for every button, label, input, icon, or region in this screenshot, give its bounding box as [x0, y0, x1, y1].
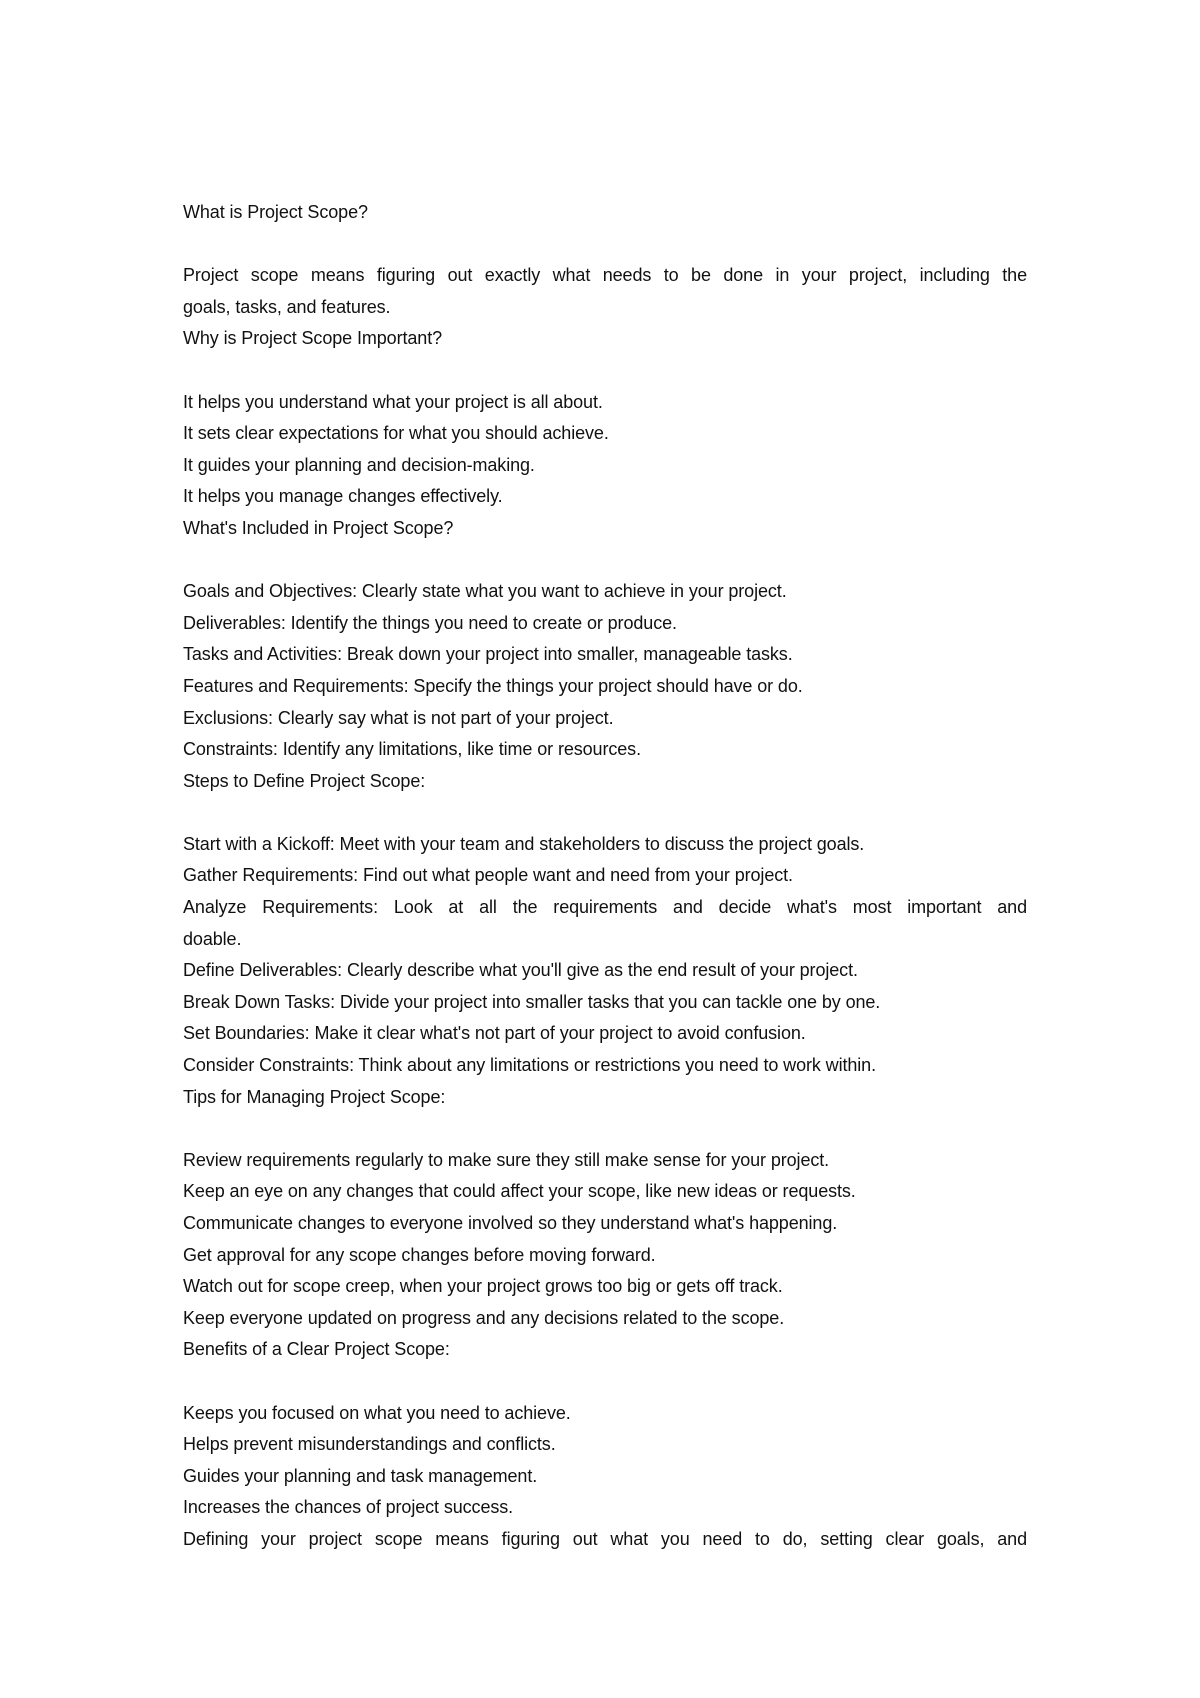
list-item: Watch out for scope creep, when your project grows too big or gets off track.	[183, 1276, 783, 1297]
list-item: Features and Requirements: Specify the things your project should have or do.	[183, 675, 803, 696]
list-item: Set Boundaries: Make it clear what's not part of your project to avoid confusion.	[183, 1023, 806, 1044]
blank-line	[183, 545, 1027, 577]
list-item: Constraints: Identify any limitations, like time or resources.	[183, 739, 641, 760]
paragraph-line: Defining your project scope means figuring out what you need to do, setting clear goals, and	[183, 1528, 1027, 1549]
list-item: It helps you manage changes effectively.	[183, 486, 503, 507]
list-item: Exclusions: Clearly say what is not part of your project.	[183, 707, 614, 728]
list-item: Define Deliverables: Clearly describe what you'll give as the end result of your project.	[183, 960, 858, 981]
list-item: Helps prevent misunderstandings and conflicts.	[183, 1434, 556, 1455]
blank-line	[183, 797, 1027, 829]
list-item: Keep an eye on any changes that could affect your scope, like new ideas or requests.	[183, 1181, 856, 1202]
heading-tips-for-managing: Tips for Managing Project Scope:	[183, 1086, 446, 1107]
list-item: Increases the chances of project success.	[183, 1497, 514, 1518]
heading-steps-to-define: Steps to Define Project Scope:	[183, 770, 426, 791]
list-item: Keeps you focused on what you need to achieve.	[183, 1402, 571, 1423]
heading-what-is-project-scope: What is Project Scope?	[183, 202, 368, 222]
heading-whats-included: What's Included in Project Scope?	[183, 517, 454, 538]
list-item: Keep everyone updated on progress and any decisions related to the scope.	[183, 1307, 785, 1328]
blank-line	[183, 229, 1027, 261]
list-item: Guides your planning and task management.	[183, 1465, 538, 1486]
list-item: Get approval for any scope changes before moving forward.	[183, 1244, 656, 1265]
blank-line	[183, 1113, 1027, 1145]
list-item-continuation: doable.	[183, 928, 242, 949]
document-body	[183, 197, 1027, 1556]
list-item: Gather Requirements: Find out what people want and need from your project.	[183, 865, 793, 886]
blank-line	[183, 1366, 1027, 1398]
list-item: Start with a Kickoff: Meet with your team and stakeholders to discuss the project goals.	[183, 833, 865, 854]
heading-benefits: Benefits of a Clear Project Scope:	[183, 1339, 450, 1360]
list-item: Consider Constraints: Think about any limitations or restrictions you need to work within.	[183, 1055, 876, 1076]
list-item: It guides your planning and decision-making.	[183, 454, 535, 475]
list-item: Deliverables: Identify the things you need to create or produce.	[183, 612, 677, 633]
list-item: Goals and Objectives: Clearly state what you want to achieve in your project.	[183, 581, 787, 602]
paragraph-line: goals, tasks, and features.	[183, 296, 391, 317]
list-item: Analyze Requirements: Look at all the requirements and decide what's most important and	[183, 897, 1027, 918]
paragraph-line: Project scope means figuring out exactly what needs to be done in your project, including the	[183, 265, 1027, 286]
list-item: Review requirements regularly to make sure they still make sense for your project.	[183, 1149, 830, 1170]
list-item: Tasks and Activities: Break down your project into smaller, manageable tasks.	[183, 644, 793, 665]
heading-why-important: Why is Project Scope Important?	[183, 328, 443, 349]
list-item: It helps you understand what your project is all about.	[183, 391, 603, 412]
blank-line	[183, 355, 1027, 387]
list-item: Break Down Tasks: Divide your project into smaller tasks that you can tackle one by one.	[183, 991, 881, 1012]
list-item: Communicate changes to everyone involved so they understand what's happening.	[183, 1213, 838, 1233]
list-item: It sets clear expectations for what you should achieve.	[183, 423, 609, 444]
